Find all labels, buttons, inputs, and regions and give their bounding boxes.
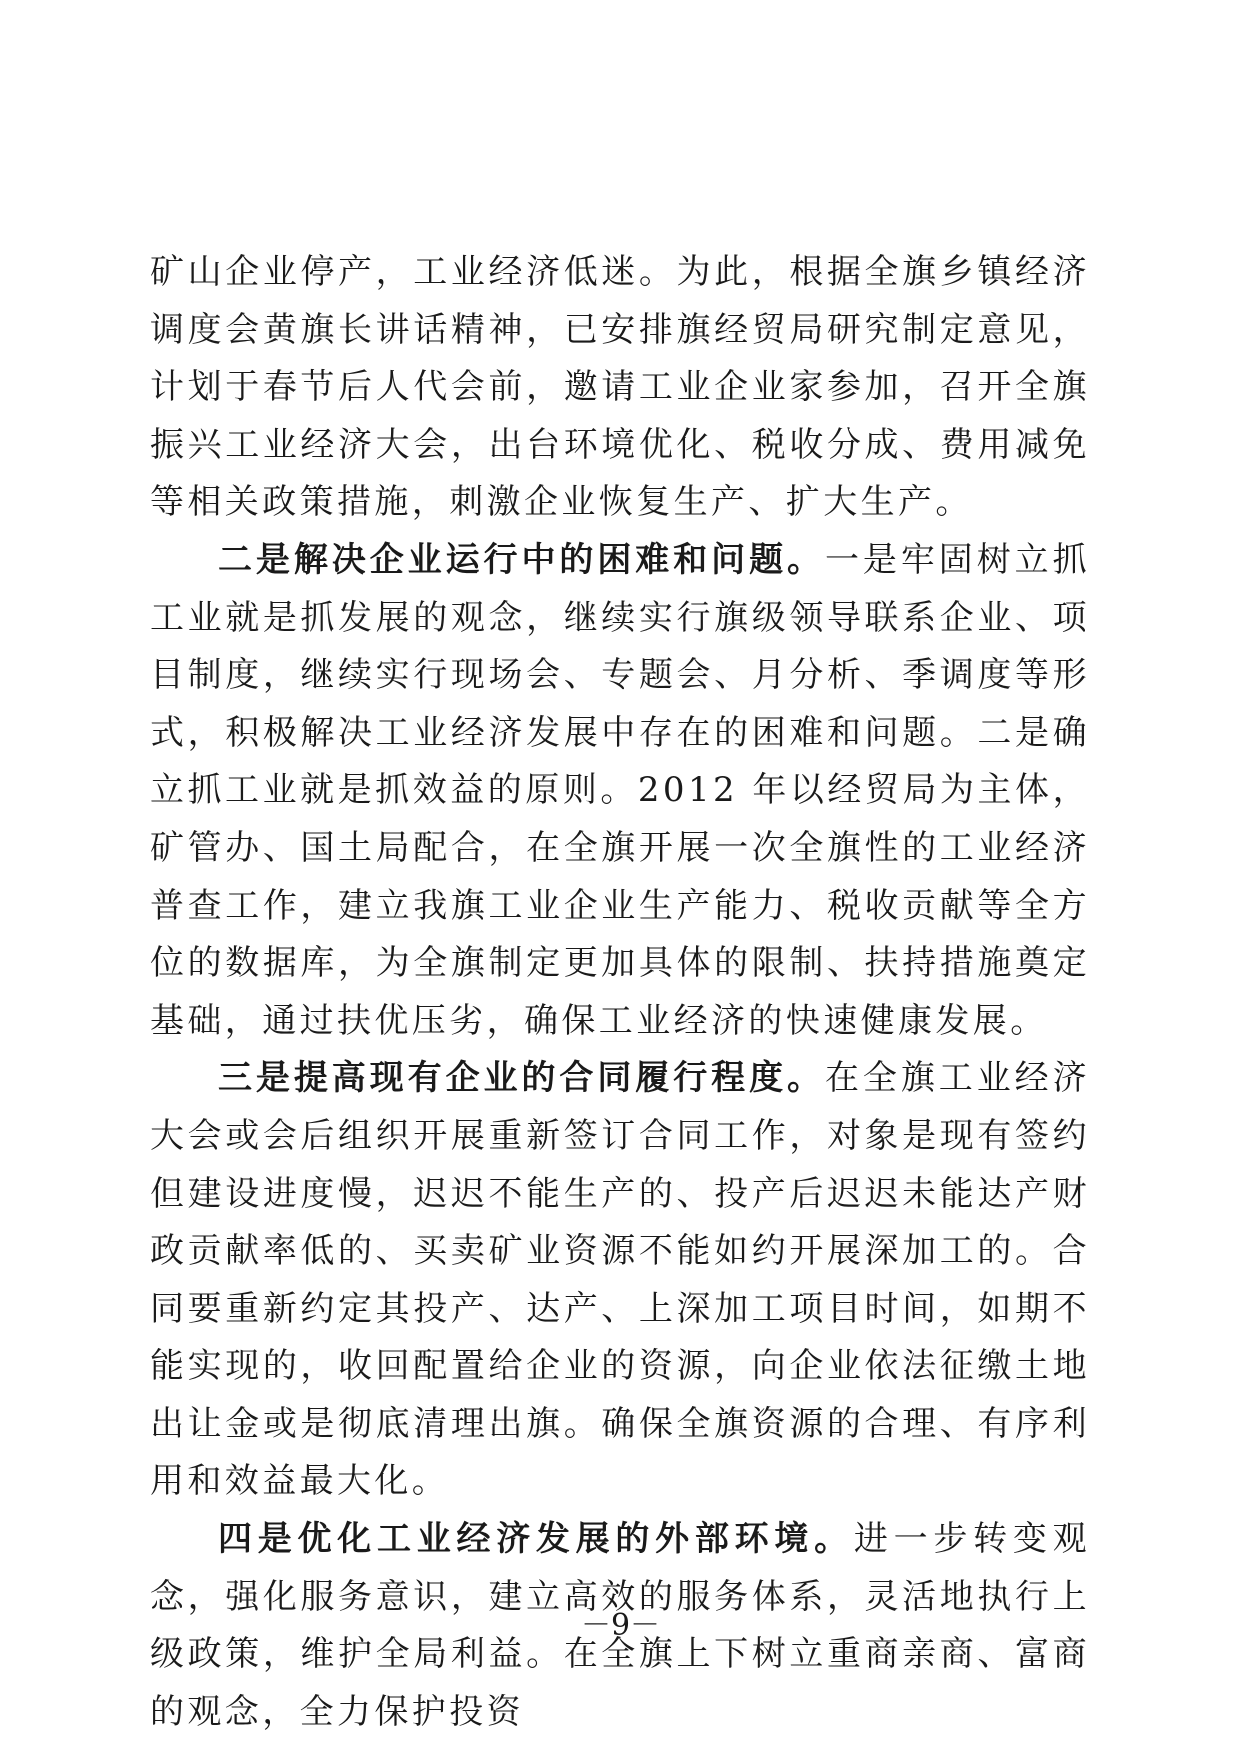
paragraph-text: 一是牢固树立抓工业就是抓发展的观念，继续实行旗级领导联系企业、项目制度，继续实行现场会、专题会、月分析、季调度等形式，积极解决工业经济发展中存在的困难和问题。二是确立抓工业就是抓效益的原则。2012 年以经贸局为主体，矿管办、国土局配合，在全旗开展一次全旗性的工业经济普查工作，建立我旗工业企业生产能力、税收贡献等全方位的数据库，为全旗制定更加具体的限制、扶持措施奠定基础，通过扶优压劣，确保工业经济的快速健康发展。 [150,539,1090,1041]
paragraph-heading: 三是提高现有企业的合同履行程度。 [218,1058,825,1099]
paragraph-continuation [150,244,1090,532]
paragraph-text: 进一步转变观念，强化服务意识，建立高效的服务体系，灵活地执行上级政策，维护全局利益。在全旗上下树立重商亲商、富商的观念，全力保护投资 [150,1519,1090,1732]
paragraph-text: 矿山企业停产，工业经济低迷。为此，根据全旗乡镇经济调度会黄旗长讲话精神，已安排旗经贸局研究制定意见，计划于春节后人代会前，邀请工业企业家参加，召开全旗振兴工业经济大会，出台环境优化、税收分成、费用减免等相关政策措施，刺激企业恢复生产、扩大生产。 [150,252,1090,523]
page-number: －9－ [580,1608,661,1643]
paragraph-heading: 四是优化工业经济发展的外部环境。 [218,1519,854,1560]
paragraph-heading: 二是解决企业运行中的困难和问题。 [218,539,825,580]
paragraph-item-3 [150,1050,1090,1511]
paragraph-item-2 [150,532,1090,1050]
document-body [150,244,1090,1741]
paragraph-text: 在全旗工业经济大会或会后组织开展重新签订合同工作，对象是现有签约但建设进度慢，迟迟不能生产的、投产后迟迟未能达产财政贡献率低的、买卖矿业资源不能如约开展深加工的。合同要重新约定其投产、达产、上深加工项目时间，如期不能实现的，收回配置给企业的资源，向企业依法征缴土地出让金或是彻底清理出旗。确保全旗资源的合理、有序利用和效益最大化。 [150,1058,1090,1502]
